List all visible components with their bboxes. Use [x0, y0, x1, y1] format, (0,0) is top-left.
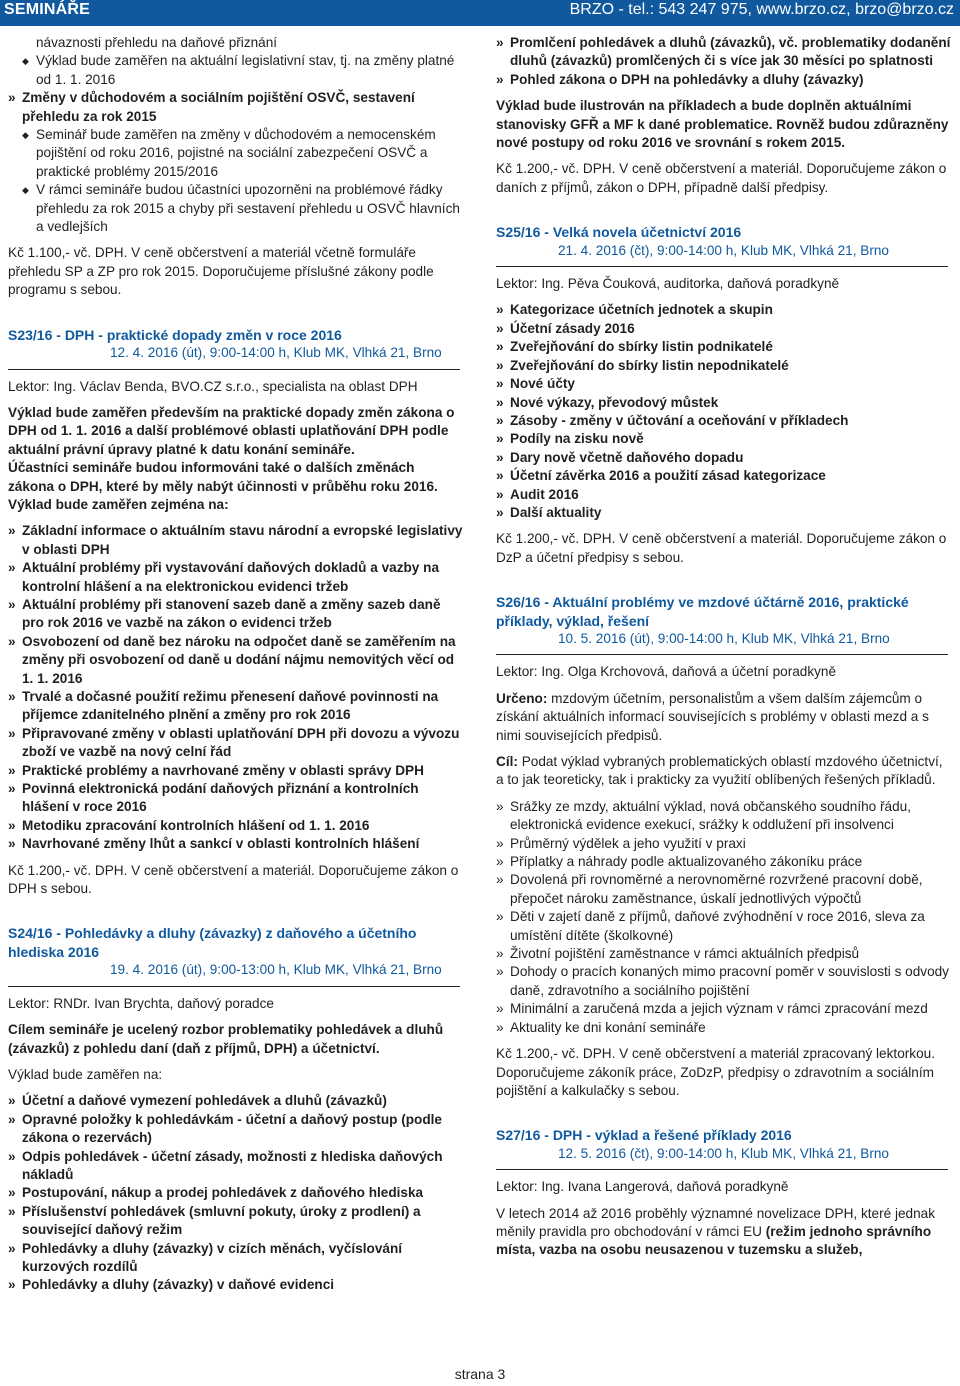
intro-bullet-text: Výklad bude zaměřen na aktuální legislativní stav, tj. na změny platné od 1. 1. 2016	[36, 53, 455, 87]
lector: Lektor: Ing. Václav Benda, BVO.CZ s.r.o., specialista na oblast DPH	[8, 378, 418, 394]
section-title: SEMINÁŘE	[4, 1, 91, 18]
list-item: » Pohledávky a dluhy (závazky) v cizích měnách, vyčíslování kurzových rozdílů	[8, 1240, 464, 1277]
bullet-text: Seminář bude zaměřen na změny v důchodovém a nemocenském pojištění od roku 2016, pojistné na sociální zabezpečení OSVČ a praktické problémy 2015/2016	[36, 127, 436, 179]
list-item: » Účetní zásady 2016	[496, 320, 952, 338]
list-item: » Povinná elektronická podání daňových přiznání a kontrolních hlášení v roce 2016	[8, 780, 464, 817]
intro-bullet	[19, 52, 464, 89]
list-item-text: Změny v důchodovém a sociálním pojištění OSVČ, sestavení přehledu za rok 2015	[22, 90, 415, 124]
s25-list	[496, 301, 952, 522]
list-item: » Zveřejňování do sbírky listin podnikatelé	[496, 338, 952, 356]
list-item: » Příplatky a náhrady podle aktualizovaného zákoníku práce	[496, 853, 952, 871]
seminar-intro: Výklad bude zaměřen zejména na:	[8, 496, 229, 512]
seminar-s24-date: 19. 4. 2016 (út), 9:00-13:00 h, Klub MK, Vlhká 21, Brno	[110, 962, 442, 978]
list-item: » Navrhované změny lhůt a sankcí v oblasti kontrolních hlášení	[8, 835, 464, 853]
seminar-code: S24/16 -	[8, 925, 61, 942]
seminar-s26-date: 10. 5. 2016 (út), 9:00-14:00 h, Klub MK, Vlhká 21, Brno	[558, 630, 890, 646]
list-item: » Účetní závěrka 2016 a použití zásad kategorizace	[496, 467, 952, 485]
seminar-name: Aktuální problémy ve mzdové účtárně 2016, praktické příklady, výklad, řešení	[496, 594, 909, 629]
seminar-s25-date: 21. 4. 2016 (čt), 9:00-14:00 h, Klub MK, Vlhká 21, Brno	[558, 242, 889, 258]
s26-list	[496, 798, 952, 1037]
list-item: » Promlčení pohledávek a dluhů (závazků), vč. problematiky dodanění dluhů (závazků) promlčených či s více jak 30 měsíci po splatnosti	[496, 34, 952, 71]
target-label: Určeno:	[496, 690, 548, 706]
seminar-s25-title: S25/16 - Velká novela účetnictví 2016	[496, 224, 742, 241]
s27-text: V letech 2014 až 2016 proběhly významné novelizace DPH, které jednak měnily pravidla pro obchodování v rámci EU	[496, 1205, 936, 1239]
s27-text-bold: (režim jednoho správního místa, vazba na osobu neusazenou v tuzemsku a služeb,	[496, 1223, 932, 1258]
intro-continuation	[8, 34, 464, 52]
list-item: » Nové účty	[496, 375, 952, 393]
focus-label: Výklad bude zaměřen na:	[8, 1066, 163, 1082]
lector: Lektor: RNDr. Ivan Brychta, daňový poradce	[8, 995, 274, 1011]
list-item: » Aktuální problémy při vystavování daňových dokladů a vazby na kontrolní hlášení a na elektronickou evidenci tržeb	[8, 559, 464, 596]
list-item: » Opravné položky k pohledávkám - účetní a daňový postup (podle zákona o rezervách)	[8, 1111, 464, 1148]
list-item: » Minimální a zaručená mzda a jejich význam v rámci zpracování mezd	[496, 1000, 952, 1018]
seminar-intro: Výklad bude zaměřen především na praktické dopady změn zákona o DPH od 1. 1. 2016 a další problémové oblasti uplatňování DPH podle aktuální právní úpravy platné k datu konání semináře.	[8, 404, 455, 457]
page-number: strana 3	[454, 1366, 506, 1382]
target-audience	[496, 690, 952, 745]
right-column	[496, 34, 952, 1260]
s24-list	[8, 1092, 464, 1294]
seminar-goal	[496, 753, 952, 790]
list-item: » Pohled zákona o DPH na pohledávky a dluhy (závazky)	[496, 71, 952, 89]
price-text: Kč 1.200,- vč. DPH. V ceně občerstvení a materiál. Doporučujeme zákon o DzP a účetní předpisy s sebou.	[496, 531, 947, 565]
lector: Lektor: Ing. Pěva Čouková, auditorka, daňová poradkyně	[496, 276, 840, 292]
price-text: Kč 1.200,- vč. DPH. V ceně občerstvení a materiál zpracovaný lektorkou. Doporučujeme zákoník práce, ZoDzP, předpisy o zdravotním a sociálním pojištění a kalkulačky s sebou.	[496, 1046, 935, 1098]
seminar-name: Pohledávky a dluhy (závazky) z daňového a účetního hlediska 2016	[8, 925, 417, 960]
list-item: » Trvalé a dočasné použití režimu přenesení daňové povinnosti na příjemce zdanitelného plnění a změny pro rok 2016	[8, 688, 464, 725]
list-item: » Účetní a daňové vymezení pohledávek a dluhů (závazků)	[8, 1092, 464, 1110]
list-item: » Metodiku zpracování kontrolních hlášení od 1. 1. 2016	[8, 817, 464, 835]
list-item: » Připravované změny v oblasti uplatňování DPH při dovozu a vývozu zboží ve vazbě na nový celní řád	[8, 725, 464, 762]
list-item: » Dovolená při rovnoměrné a nerovnoměrné rozvržené pracovní době, přepočet nároku zaměstnance, úskalí jednotlivých výpočtů	[496, 871, 952, 908]
list-item: » Příslušenství pohledávek (smluvní pokuty, úroky z prodlení) a související daňový režim	[8, 1203, 464, 1240]
list-item: » Praktické problémy a navrhované změny v oblasti správy DPH	[8, 762, 464, 780]
list-item: » Dary nově včetně daňového dopadu	[496, 449, 952, 467]
price-text: Kč 1.200,- vč. DPH. V ceně občerstvení a materiál. Doporučujeme zákon o DPH s sebou.	[8, 862, 459, 897]
list-item: » Aktuální problémy při stanovení sazeb daně a změny sazeb daně pro rok 2016 ve vazbě na zákon o evidenci tržeb	[8, 596, 464, 633]
list-item: » Odpis pohledávek - účetní zásady, možnosti z hlediska daňových nákladů	[8, 1148, 464, 1185]
seminar-s23-title: S23/16 - DPH - praktické dopady změn v roce 2016	[8, 326, 342, 343]
seminar-s23-date: 12. 4. 2016 (út), 9:00-14:00 h, Klub MK, Vlhká 21, Brno	[110, 345, 442, 361]
list-item: » Základní informace o aktuálním stavu národní a evropské legislativy v oblasti DPH	[8, 522, 464, 559]
goal-text: Podat výklad vybraných problematických oblastí mzdového účetnictví, a to jak teoreticky, tak i prakticky za využití oblíbených řešených příkladů.	[496, 754, 943, 788]
list-item: » Děti v zajetí daně z příjmů, daňové zvýhodnění v roce 2016, sleva za umístění dítěte (školkovné)	[496, 908, 952, 945]
price-text: Kč 1.100,- vč. DPH. V ceně občerstvení a materiál včetně formuláře přehledu SP a ZP pro rok 2015. Doporučujeme příslušné zákony podle programu s sebou.	[8, 245, 434, 298]
list-item: » Průměrný výdělek a jeho využití v praxi	[496, 835, 952, 853]
lector: Lektor: Ing. Ivana Langerová, daňová poradkyně	[496, 1179, 789, 1195]
intro-line: návaznosti přehledu na daňové přiznání	[36, 35, 278, 50]
list-item: » Zveřejňování do sbírky listin nepodnikatelé	[496, 357, 952, 375]
goal-label: Cíl:	[496, 754, 518, 769]
s23-list	[8, 522, 464, 853]
s27-description	[496, 1205, 952, 1260]
bullet-text: V rámci semináře budou účastníci upozorněni na problémové řádky přehledu za rok 2015 a chyby při sestavení přehledu u OSVČ hlavních a vedlejších	[36, 182, 460, 235]
list-item: » Životní pojištění zaměstnance v rámci aktuálních předpisů	[496, 945, 952, 963]
s24-list-cont	[496, 34, 952, 89]
list-item: » Podíly na zisku nově	[496, 430, 952, 448]
seminar-code: S26/16 -	[496, 594, 549, 611]
list-item: » Aktuality ke dni konání semináře	[496, 1019, 952, 1037]
list-item: » Postupování, nákup a prodej pohledávek z daňového hlediska	[8, 1184, 464, 1202]
seminar-s27-title: S27/16 - DPH - výklad a řešené příklady 2016	[496, 1127, 792, 1144]
seminar-goal: Cílem semináře je ucelený rozbor problematiky pohledávek a dluhů (závazků) z pohledu daní (daň z příjmů, DPH) a účetnictví.	[8, 1022, 444, 1056]
list-item: » Nové výkazy, převodový můstek	[496, 394, 952, 412]
seminar-s27-date: 12. 5. 2016 (čt), 9:00-14:00 h, Klub MK, Vlhká 21, Brno	[558, 1145, 889, 1161]
seminar-s26-title	[496, 593, 952, 630]
list-item	[8, 89, 464, 126]
left-column	[8, 34, 464, 1295]
list-item: » Srážky ze mzdy, aktuální výklad, nová občanského soudního řádu, elektronická evidence exekucí, srážky k oddlužení při insolvenci	[496, 798, 952, 835]
seminar-s24-title	[8, 924, 464, 961]
seminar-intro: Účastníci semináře budou informováni také o dalších změnách zákona o DPH, které by měly nabýt účinnosti v průběhu roku 2016.	[8, 460, 438, 494]
list-item: » Zásoby - změny v účtování a oceňování v příkladech	[496, 412, 952, 430]
price-text: Kč 1.200,- vč. DPH. V ceně občerstvení a materiál. Doporučujeme zákon o daních z příjmů, zákon o DPH, případně další předpisy.	[496, 161, 947, 195]
lector: Lektor: Ing. Olga Krchovová, daňová a účetní poradkyně	[496, 664, 837, 680]
contact-info[interactable]: BRZO - tel.: 543 247 975, www.brzo.cz, brzo@brzo.cz	[569, 1, 954, 18]
list-item: » Audit 2016	[496, 486, 952, 504]
list-item: » Kategorizace účetních jednotek a skupin	[496, 301, 952, 319]
list-item: » Pohledávky a dluhy (závazky) v daňové evidenci	[8, 1276, 464, 1294]
illustration-note: Výklad bude ilustrován na příkladech a bude doplněn aktuálními stanovisky GFŘ a MF k dané problematice. Rovněž budou zdůrazněny nové postupy od roku 2016 ve srovnání s rokem 2015.	[496, 98, 949, 151]
list-item: » Osvobození od daně bez nároku na odpočet daně se zaměřením na změny při osvobození od daně u dodání nájmu nemovitých věcí od 1. 1. 2016	[8, 633, 464, 688]
target-text: mzdovým účetním, personalistům a všem dalším zájemcům o získání aktuálních informací souvisejících s problémy v oblasti mezd a s nimi souvisejících předpisů.	[496, 690, 929, 743]
bullet-item	[19, 181, 464, 236]
header-bar	[0, 0, 960, 26]
bullet-item	[19, 126, 464, 181]
list-item: » Další aktuality	[496, 504, 952, 522]
list-item: » Dohody o pracích konaných mimo pracovní poměr v souvislosti s odvody daně, zdravotního a sociálního pojištění	[496, 963, 952, 1000]
